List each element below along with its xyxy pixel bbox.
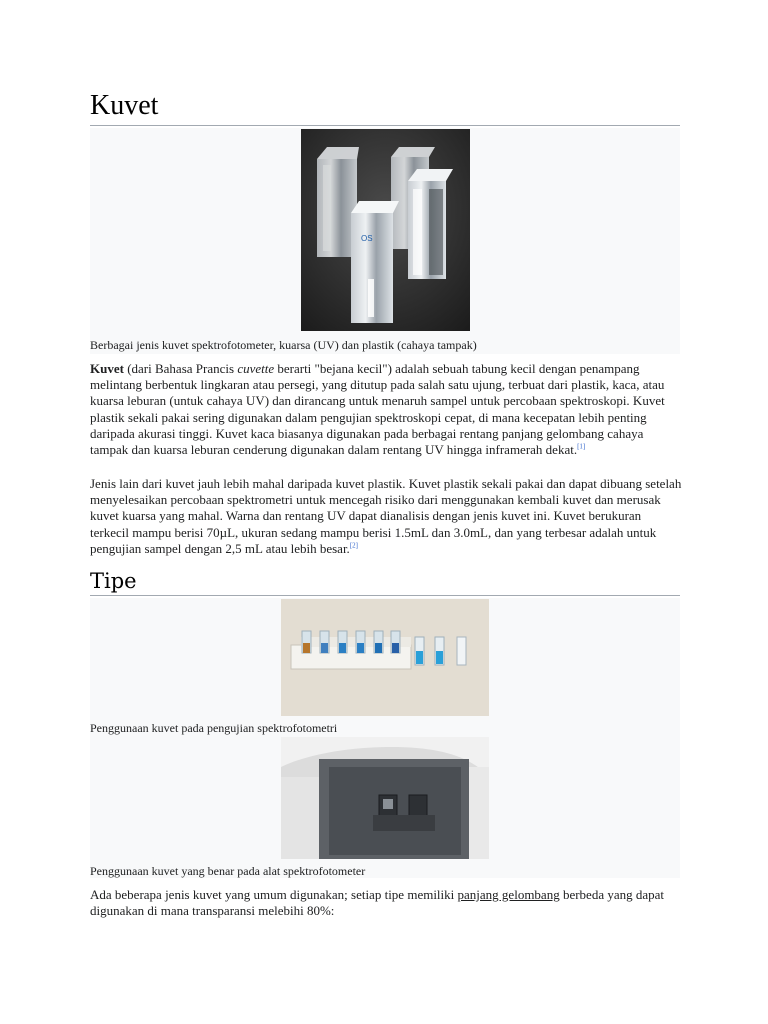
figure-caption-main: Berbagai jenis kuvet spektrofotometer, kuarsa (UV) dan plastik (cahaya tampak) xyxy=(90,338,477,352)
figure-caption-usage: Penggunaan kuvet pada pengujian spektrofotometri xyxy=(90,721,338,735)
reference-1[interactable]: [1] xyxy=(577,442,586,451)
intro-term: Kuvet xyxy=(90,361,124,376)
spectrophotometer-photo[interactable] xyxy=(281,737,489,859)
intro-word: cuvette xyxy=(237,361,275,376)
svg-text:OS: OS xyxy=(361,234,373,243)
intro-text-a: (dari Bahasa Prancis xyxy=(123,361,238,376)
page-title: Kuvet xyxy=(90,88,680,126)
figure-caption-instrument: Penggunaan kuvet yang benar pada alat spektrofotometer xyxy=(90,864,366,878)
intro-paragraph xyxy=(90,361,682,458)
paragraph-3-text-a: Ada beberapa jenis kuvet yang umum digunakan; setiap tipe memiliki xyxy=(90,887,458,902)
link-panjang-gelombang[interactable]: panjang gelombang xyxy=(457,887,560,902)
cuvette-rack-photo[interactable] xyxy=(281,599,489,716)
section-heading-tipe: Tipe xyxy=(90,568,680,596)
reference-2[interactable]: [2] xyxy=(349,541,358,550)
cuvettes-photo[interactable] xyxy=(301,129,470,331)
paragraph-3-text-b: berbeda yang dapat digunakan di mana transparansi melebihi 80%: xyxy=(90,887,665,919)
paragraph-2-text: Jenis lain dari kuvet jauh lebih mahal daripada kuvet plastik. Kuvet plastik sekali pakai dan dapat dibuang setelah menyelesaikan percobaan spektrometri untuk mencegah risiko dari menggunakan kembali kuvet dan merusak kuvet kuarsa yang mahal. Warna dan rentang UV dapat dianalisis dengan jenis kuvet ini. Kuvet berukuran terkecil mampu berisi 70µL, ukuran sedang mampu berisi 1.5mL dan 3.0mL, dan yang terbesar adalah untuk pengujian sampel dengan 2,5 mL atau lebih besar. xyxy=(90,476,682,556)
intro-text-b: berarti "bejana kecil") adalah sebuah tabung kecil dengan penampang melintang berbentuk lingkaran atau persegi, yang ditutup pada salah satu ujung, terbuat dari plastik, kaca, atau kuarsa leburan (untuk cahaya UV) dan dirancang untuk menaruh sampel untuk percobaan spektroskopi. Kuvet plastik sekali pakai sering digunakan dalam pengujian spektroskopi cepat, di mana kecepatan lebih penting daripada akurasi tinggi. Kuvet kaca biasanya digunakan pada berbagai rentang panjang gelombang cahaya tampak dan kuarsa leburan cenderung digunakan dalam rentang UV hingga inframerah dekat. xyxy=(90,361,665,458)
cuvette-center xyxy=(351,201,399,323)
body-paragraph-3 xyxy=(90,887,682,919)
body-paragraph-2 xyxy=(90,476,682,557)
